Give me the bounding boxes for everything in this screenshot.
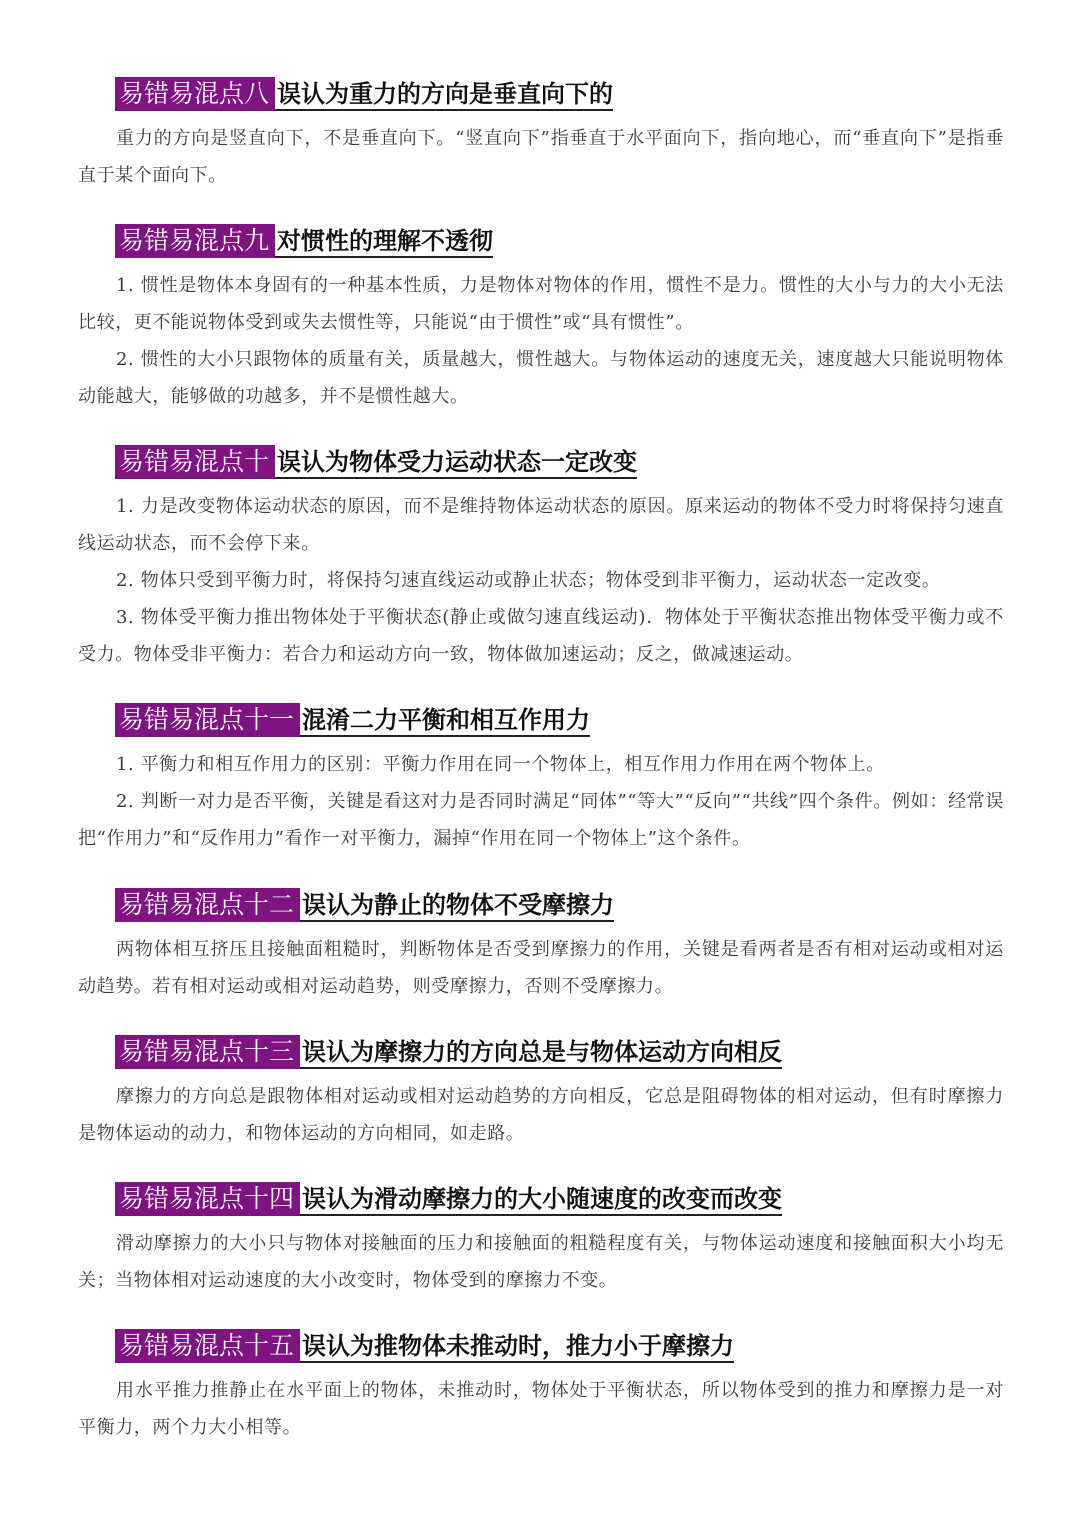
paragraph: 2. 惯性的大小只跟物体的质量有关，质量越大，惯性越大。与物体运动的速度无关，速度越大只能说明物体动能越大，能够做的功越多，并不是惯性越大。 [78,349,1004,407]
section-title: 误认为摩擦力的方向总是与物体运动方向相反 [300,1035,782,1069]
section-title: 对惯性的理解不透彻 [275,224,493,258]
section-title: 误认为物体受力运动状态一定改变 [275,445,637,479]
section-heading [115,1329,734,1363]
section-title: 误认为重力的方向是垂直向下的 [275,77,613,111]
paragraph: 1. 平衡力和相互作用力的区别：平衡力作用在同一个物体上，相互作用力作用在两个物体上。 [116,754,885,775]
section-tag: 易错易混点十四 [115,1182,300,1216]
paragraph: 重力的方向是竖直向下，不是垂直向下。“竖直向下”指垂直于水平面向下，指向地心，而“垂直向下”是指垂直于某个面向下。 [78,128,1004,186]
section-heading [115,445,637,479]
section-title: 误认为滑动摩擦力的大小随速度的改变而改变 [300,1182,782,1216]
section-heading [115,77,613,111]
paragraph: 摩擦力的方向总是跟物体相对运动或相对运动趋势的方向相反，它总是阻碍物体的相对运动，但有时摩擦力是物体运动的动力，和物体运动的方向相同，如走路。 [78,1086,1004,1144]
section-tag: 易错易混点九 [115,224,275,258]
paragraph: 1. 力是改变物体运动状态的原因，而不是维持物体运动状态的原因。原来运动的物体不受力时将保持匀速直线运动状态，而不会停下来。 [78,496,1004,554]
section-heading [115,224,493,258]
section-tag: 易错易混点十一 [115,703,300,737]
paragraph: 2. 判断一对力是否平衡，关键是看这对力是否同时满足“同体”“等大”“反向”“共线”四个条件。例如：经常误把“作用力”和“反作用力”看作一对平衡力，漏掉“作用在同一个物体上”这个条件。 [78,791,1004,849]
section-heading [115,888,614,922]
paragraph: 3. 物体受平衡力推出物体处于平衡状态(静止或做匀速直线运动)．物体处于平衡状态推出物体受平衡力或不受力。物体受非平衡力：若合力和运动方向一致，物体做加速运动；反之，做减速运动。 [78,607,1004,665]
paragraph: 滑动摩擦力的大小只与物体对接触面的压力和接触面的粗糙程度有关，与物体运动速度和接触面积大小均无关；当物体相对运动速度的大小改变时，物体受到的摩擦力不变。 [78,1233,1004,1291]
section-tag: 易错易混点十五 [115,1329,300,1363]
paragraph: 1. 惯性是物体本身固有的一种基本性质，力是物体对物体的作用，惯性不是力。惯性的大小与力的大小无法比较，更不能说物体受到或失去惯性等，只能说“由于惯性”或“具有惯性”。 [78,275,1004,333]
section-heading [115,1182,782,1216]
section-tag: 易错易混点八 [115,77,275,111]
paragraph: 2. 物体只受到平衡力时，将保持匀速直线运动或静止状态；物体受到非平衡力，运动状态一定改变。 [116,570,941,591]
section-title: 误认为静止的物体不受摩擦力 [300,888,614,922]
section-heading [115,703,590,737]
section-tag: 易错易混点十二 [115,888,300,922]
section-heading [115,1035,782,1069]
paragraph: 两物体相互挤压且接触面粗糙时，判断物体是否受到摩擦力的作用，关键是看两者是否有相对运动或相对运动趋势。若有相对运动或相对运动趋势，则受摩擦力，否则不受摩擦力。 [78,939,1004,997]
paragraph: 用水平推力推静止在水平面上的物体，未推动时，物体处于平衡状态，所以物体受到的推力和摩擦力是一对平衡力，两个力大小相等。 [78,1380,1004,1438]
section-title: 误认为推物体未推动时，推力小于摩擦力 [300,1329,734,1363]
section-tag: 易错易混点十三 [115,1035,300,1069]
section-tag: 易错易混点十 [115,445,275,479]
section-title: 混淆二力平衡和相互作用力 [300,703,590,737]
